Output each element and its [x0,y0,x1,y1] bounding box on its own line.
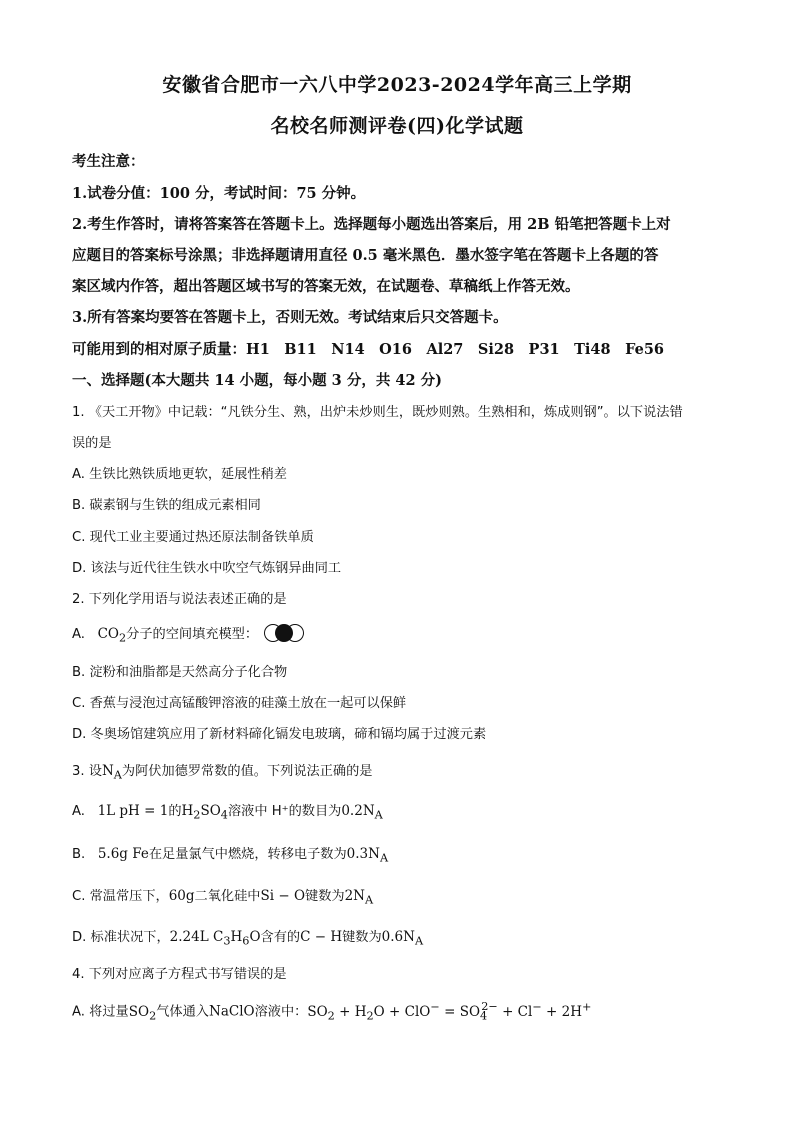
eq-part: + H [334,1003,367,1020]
q3-d-text2: 键数为 [342,930,382,945]
q3-c-text2: 键数为 [305,889,345,904]
q2-a-prefix: A. [72,627,85,642]
q3-a-value [341,803,383,822]
value-subscript: A [364,893,374,907]
eq-part: SO [307,1003,328,1020]
q2-a-formula [97,626,127,645]
q3-c-value [344,888,374,907]
atomic-masses: 可能用到的相对原子质量：H1 B11 N14 O16 Al27 Si28 P31 Ti48 Fe56 [72,341,665,358]
value-number: 0.3N [346,846,380,862]
exam-title-line2: 名校名师测评卷(四)化学试题 [270,115,524,137]
q3-c-prefix: C. 常温常压下， [72,889,169,904]
eq-part: O + ClO [373,1003,431,1020]
q3-d-formula [169,929,261,948]
value-number: 2N [344,888,365,904]
q3-a-volume-ph: 1L pH = 1 [97,803,169,819]
so-subscript: 2 [149,1009,157,1023]
notice-item-2-line2: 应题目的答案标号涂黑；非选择题请用直径 0.5 毫米黑色．墨水签字笔在答题卡上各题的答 [72,247,659,264]
notice-item-2-line1: 2.考生作答时，请将答案答在答题卡上。选择题每小题选出答案后，用 2B 铅笔把答题卡上对 [72,216,671,233]
q3-b-prefix: B. [72,847,86,862]
q2-option-d: D. 冬奥场馆建筑应用了新材料碲化镉发电玻璃，碲和镉均属于过渡元素 [72,727,487,742]
notice-item-2-line3: 案区域内作答，超出答题区域书写的答案无效，在试题卷、草稿纸上作答无效。 [72,278,580,295]
c-letter: 2.24L C [169,929,224,945]
q3-b-value [346,846,389,865]
q4-a-salt: NaClO [209,1003,255,1020]
q3-na-symbol [101,763,122,782]
q3-c-mass: 60g [168,888,195,904]
q1-option-a: A. 生铁比熟铁质地更软，延展性稍差 [72,467,287,482]
exam-title-line1: 安徽省合肥市一六八中学2023-2024学年高三上学期 [162,74,632,96]
value-subscript: A [374,808,383,822]
h-letter: H [230,929,243,945]
q3-c-bond: Si − O [260,888,306,904]
q3-b-mass: 5.6g Fe [97,846,149,862]
q4-stem: 4. 下列对应离子方程式书写错误的是 [72,967,287,982]
q3-d-bond: C − H [300,929,343,945]
q1-option-d: D. 该法与近代往生铁水中吹空气炼钢异曲同工 [72,561,342,576]
q3-d-prefix: D. 标准状况下， [72,930,170,945]
q3-option-c [72,885,373,907]
notice-item-3: 3.所有答案均要答在答题卡上，否则无效。考试结束后只交答题卡。 [72,309,508,326]
q1-stem-line1: 1. 《天工开物》中记载：“凡铁分生、熟，出炉未炒则生，既炒则熟。生熟相和，炼成则钢”。以下说法错 [72,405,683,420]
eq-sup: + [582,1000,592,1013]
eq-sup: 2− [481,1000,498,1013]
value-number: 0.6N [381,929,415,945]
notice-item-1: 1.试卷分值：100 分，考试时间：75 分钟。 [72,185,366,202]
q2-stem: 2. 下列化学用语与说法表述正确的是 [72,592,287,607]
value-subscript: A [414,934,424,948]
q1-option-c: C. 现代工业主要通过热还原法制备铁单质 [72,530,314,545]
q3-b-text: 在足量氯气中燃烧，转移电子数为 [148,847,347,862]
q3-stem-prefix: 3. 设 [72,764,102,779]
q3-stem [72,760,372,782]
notice-heading: 考生注意： [72,153,145,170]
so-letters: SO [128,1003,150,1020]
q3-a-text1: 的 [168,804,182,819]
c-subscript: 3 [223,934,231,948]
h-subscript: 2 [193,808,201,822]
value-number: 0.2N [341,803,375,819]
co2-formula: CO [97,626,119,642]
q1-option-b: B. 碳素钢与生铁的组成元素相同 [72,498,261,513]
q2-option-a [72,623,304,645]
q4-option-a [72,1000,591,1022]
section-heading: 一、选择题(本大题共 14 小题，每小题 3 分，共 42 分) [72,372,442,389]
eq-part: + 2H [541,1003,583,1020]
q2-a-text: 分子的空间填充模型： [126,627,259,642]
eq-sup: − [532,1000,542,1013]
q3-a-prefix: A. [72,804,85,819]
eq-sub: 2 [327,1009,335,1023]
q3-stem-suffix: 为阿伏加德罗常数的值。下列说法正确的是 [121,764,373,779]
so-subscript: 4 [220,808,228,822]
q3-option-a [72,800,383,822]
o-letter: O [249,929,261,945]
q2-option-b: B. 淀粉和油脂都是天然高分子化合物 [72,665,288,680]
q3-option-b [72,843,388,865]
h-letter: H [181,803,194,819]
q4-a-text1: 气体通入 [156,1004,209,1020]
h-subscript: 6 [242,934,250,948]
q4-a-text2: 溶液中： [254,1004,308,1020]
q3-d-value [381,929,424,948]
so-letters: SO [200,803,221,819]
co2-space-filling-model-icon [264,624,304,642]
eq-sub: 2 [366,1009,374,1023]
q3-a-text2: 溶液中 H⁺的数目为 [227,804,342,819]
eq-sup: − [430,1000,440,1013]
eq-part: = SO [439,1003,481,1020]
q3-d-text1: 含有的 [260,930,301,945]
q2-option-c: C. 香蕉与浸泡过高锰酸钾溶液的硅藻土放在一起可以保鲜 [72,696,407,711]
q4-a-prefix: A. 将过量 [72,1004,129,1020]
q3-c-text1: 二氧化硅中 [194,889,261,904]
q4-a-gas [128,1003,157,1023]
q3-a-acid [181,803,228,822]
value-subscript: A [379,851,389,865]
eq-part: + Cl [497,1003,533,1020]
q3-option-d [72,926,423,948]
q1-stem-line2: 误的是 [72,436,112,451]
na-letter: N [101,763,114,779]
eq-sub: 4 [480,1009,488,1023]
na-subscript: A [113,768,122,782]
q4-a-equation [307,1000,592,1023]
co2-subscript: 2 [118,631,127,645]
